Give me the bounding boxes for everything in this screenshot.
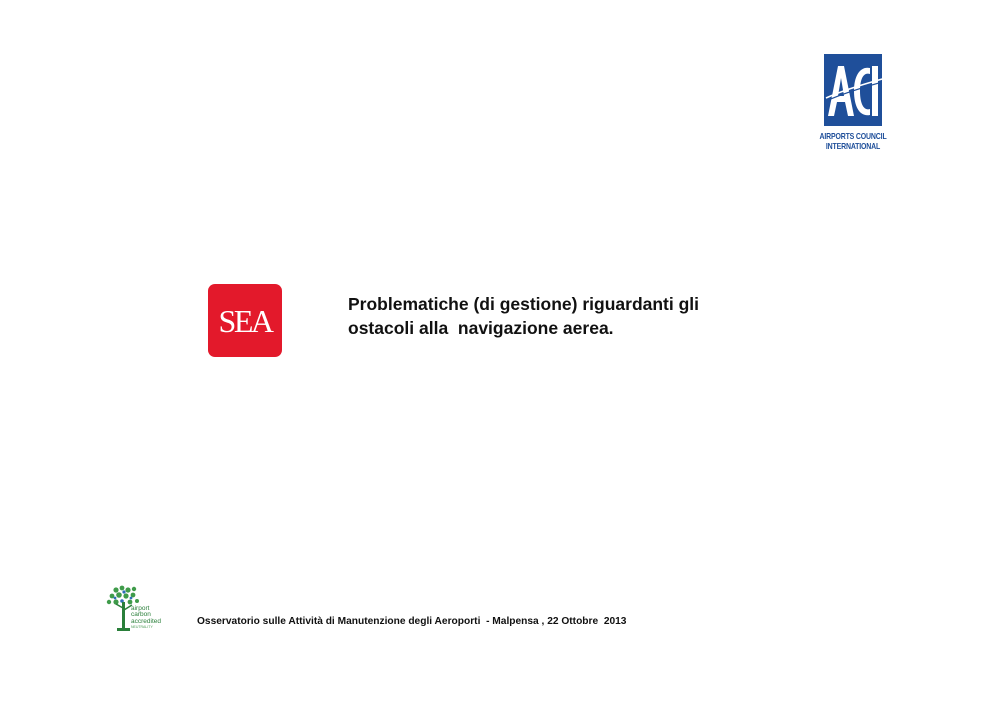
carbon-line-3: accredited [131, 617, 161, 625]
sea-logo-text: SEA [218, 303, 272, 339]
airport-carbon-accredited-logo [104, 584, 168, 638]
slide-title-line-1: Problematiche (di gestione) riguardanti gli [348, 294, 700, 314]
sea-logo [208, 284, 282, 357]
slide-footer: Osservatorio sulle Attività di Manutenzione degli Aeroporti - Malpensa , 22 Ottobre 2013 [197, 616, 627, 627]
aci-caption [818, 131, 889, 151]
carbon-logo-text [131, 606, 161, 630]
aci-caption-line-2: INTERNATIONAL [825, 141, 881, 151]
slide-title [348, 292, 818, 340]
aci-caption-line-1: AIRPORTS COUNCIL [819, 131, 887, 141]
aci-logo [810, 54, 902, 160]
sea-logo-mark [208, 284, 282, 357]
carbon-subline: NEUTRALITY [131, 625, 153, 630]
slide-title-line-2: ostacoli alla navigazione aerea. [348, 318, 614, 338]
carbon-line-2: carbon [131, 611, 151, 619]
carbon-line-1: airport [131, 605, 150, 612]
aci-logo-mark [824, 54, 882, 126]
